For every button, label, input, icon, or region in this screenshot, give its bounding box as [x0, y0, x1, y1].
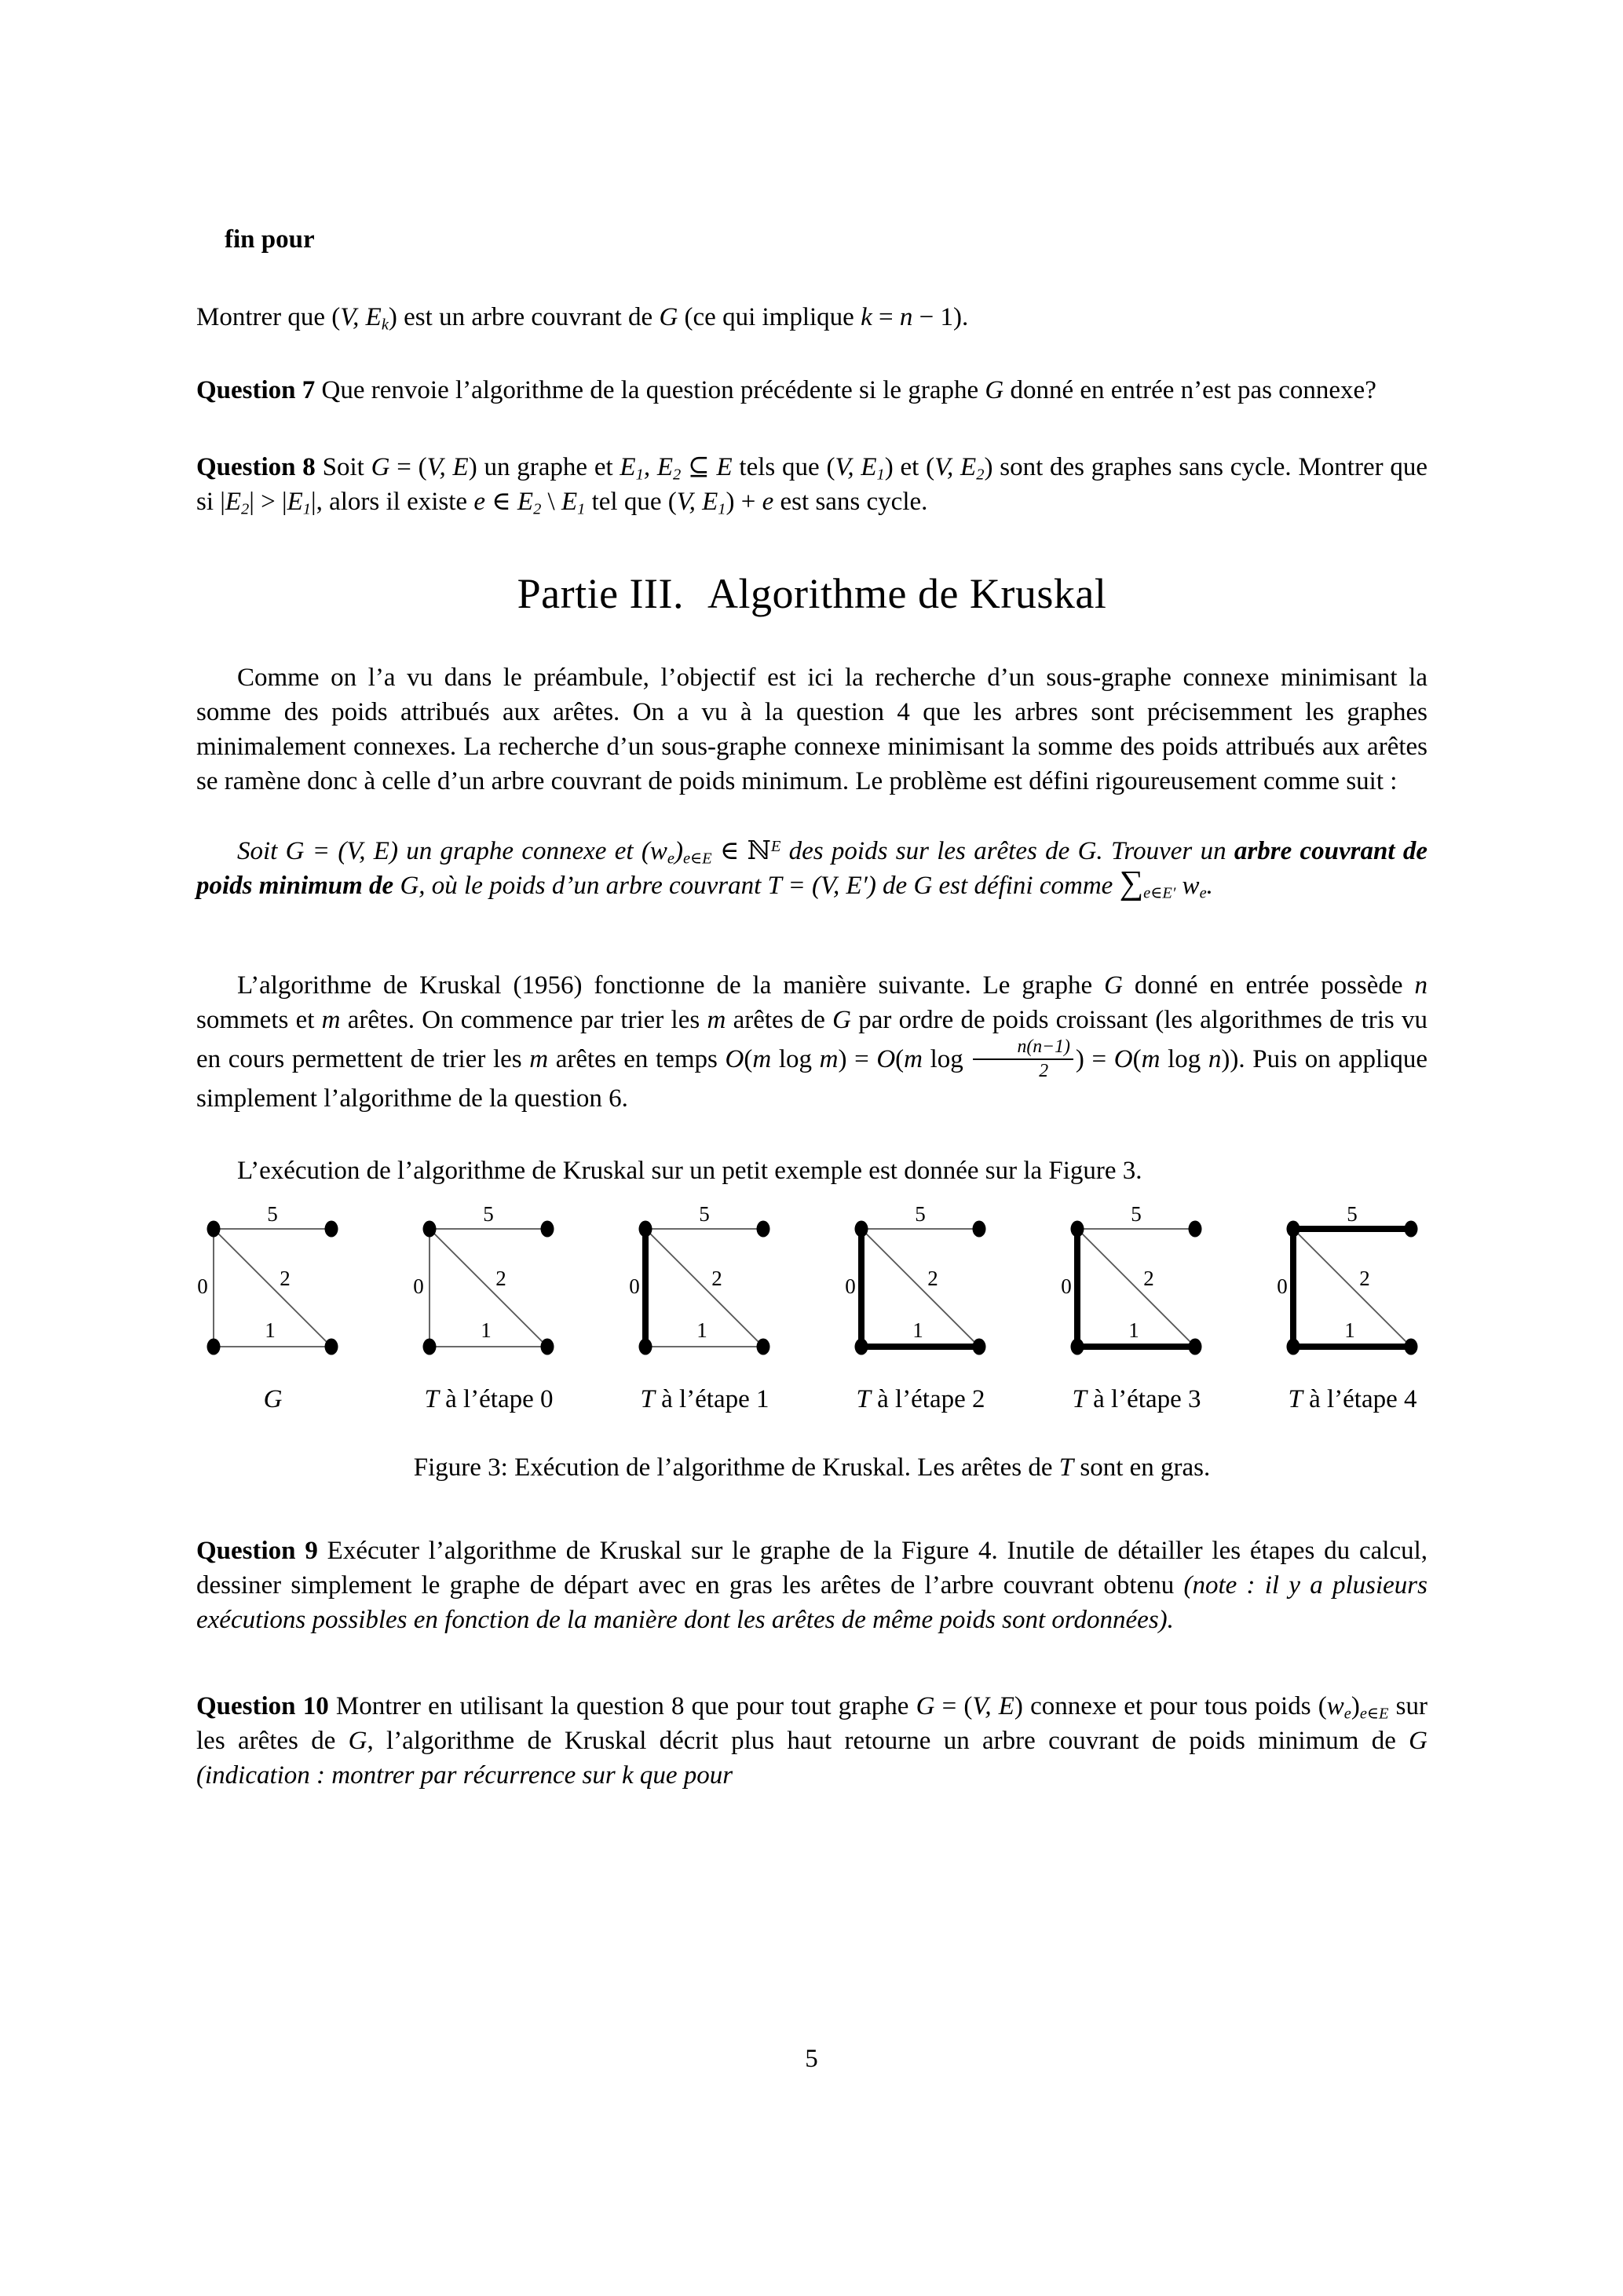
page-number: 5 — [805, 2045, 818, 2073]
graph-node-bl — [1287, 1338, 1300, 1355]
question-7-paragraph: Question 7 Que renvoie l’algorithme de la question précédente si le graphe G donné en entrée n’est pas connexe? — [196, 376, 1376, 404]
graph-node-bl — [855, 1338, 868, 1355]
graph-node-tl — [639, 1220, 652, 1237]
graph-node-tr — [1189, 1220, 1202, 1237]
partie-3-title: Algorithme de Kruskal — [707, 570, 1107, 617]
graph-caption-etape-2: T à l’étape 2 — [856, 1384, 985, 1413]
graph-node-tl — [855, 1220, 868, 1237]
graph-node-br — [541, 1338, 554, 1355]
graph-etape-2 — [830, 1204, 1011, 1415]
graph-node-bl — [423, 1338, 437, 1355]
edge-weight-label-bottom: 1 — [1344, 1318, 1355, 1342]
graph-node-tr — [973, 1220, 986, 1237]
graph-etape-0 — [398, 1204, 579, 1415]
edge-weight-label-bottom: 1 — [1128, 1318, 1139, 1342]
graph-node-tr — [1405, 1220, 1418, 1237]
graph-drawing-etape-4 — [1262, 1204, 1443, 1373]
graph-node-br — [757, 1338, 770, 1355]
inline-fraction: $\frac{n(n-1)}{2}$ — [973, 1037, 1073, 1081]
edge-weight-label-bottom: 1 — [912, 1318, 923, 1342]
edge-weight-label-diagonal: 2 — [1359, 1266, 1370, 1290]
graph-node-bl — [207, 1338, 221, 1355]
edge-weight-label-bottom: 1 — [265, 1318, 276, 1342]
graph-node-tl — [423, 1220, 437, 1237]
graph-caption-etape-1: T à l’étape 1 — [640, 1384, 769, 1413]
edge-weight-label-top: 5 — [483, 1203, 494, 1226]
graph-node-tl — [1071, 1220, 1084, 1237]
graph-node-tr — [541, 1220, 554, 1237]
execution-line: L’exécution de l’algorithme de Kruskal sur un petit exemple est donnée sur la Figure 3. — [237, 1156, 1142, 1185]
edge-weight-label-left: 0 — [1061, 1274, 1072, 1298]
graph-node-bl — [1071, 1338, 1084, 1355]
graph-caption-etape-3: T à l’étape 3 — [1072, 1384, 1201, 1413]
edge-weight-label-left: 0 — [629, 1274, 640, 1298]
graph-node-br — [325, 1338, 338, 1355]
figure-3-caption: Figure 3: Exécution de l’algorithme de Kruskal. Les arêtes de T sont en gras. — [413, 1453, 1211, 1482]
graph-drawing-etape-1 — [614, 1204, 795, 1373]
kruskal-paragraph: L’algorithme de Kruskal (1956) fonctionne de la manière suivante. Le graphe G donné en entrée possède n sommets et m arêtes. On commence par trier les m arêtes de G par ordre de poids croissant (les algorithmes de tris vu en cours permettent de trier les m arêtes en temps O(m log m) = O(m log $\frac{n(n-1)}{2}$ ) = O(m log n)). Puis on applique simplement l’algorithme de la question 6. — [196, 971, 1427, 1113]
question-8-paragraph: Question 8 Soit G = (V, E) un graphe et E1, E2 ⊆ E tels que (V, E1) et (V, E2) sont des graphes sans cycle. Montrer que si |E2| > |E1|, alors il existe e ∈ E2 \ E1 tel que (V, E1) + e est sans cycle. — [196, 453, 1428, 518]
graph-etape-1 — [614, 1204, 795, 1415]
montrer-paragraph: Montrer que (V, Ek) est un arbre couvrant de G (ce qui implique k = n − 1). — [196, 303, 969, 334]
graph-caption-g: G — [263, 1384, 283, 1413]
definition-paragraph: Soit G = (V, E) un graphe connexe et (we)e∈E ∈ ℕ$^E$ des poids sur les arêtes de G. Trouver un arbre couvrant de poids minimum de G, où le poids d’un arbre couvrant T = (V, E′) de G est défini comme ∑e∈E′ we. — [196, 837, 1427, 902]
fin-pour-line: fin pour — [225, 225, 315, 254]
graph-drawing-etape-0 — [398, 1204, 579, 1373]
graph-node-br — [1189, 1338, 1202, 1355]
partie-3-number: Partie III. — [517, 570, 684, 617]
edge-weight-label-left: 0 — [413, 1274, 424, 1298]
edge-weight-label-top: 5 — [1131, 1203, 1142, 1226]
graph-etape-4 — [1262, 1204, 1443, 1415]
edge-weight-label-left: 0 — [845, 1274, 856, 1298]
edge-weight-label-top: 5 — [267, 1203, 278, 1226]
edge-weight-label-diagonal: 2 — [280, 1266, 291, 1290]
edge-weight-label-left: 0 — [1277, 1274, 1288, 1298]
edge-weight-label-top: 5 — [915, 1203, 926, 1226]
edge-weight-label-top: 5 — [1347, 1203, 1358, 1226]
graph-drawing-g — [182, 1204, 364, 1373]
edge-weight-label-bottom: 1 — [481, 1318, 492, 1342]
intro-paragraph: Comme on l’a vu dans le préambule, l’objectif est ici la recherche d’un sous-graphe connexe minimisant la somme des poids attribués aux arêtes. On a vu à la question 4 que les arbres sont précisemment les graphes minimalement connexes. La recherche d’un sous-graphe connexe minimisant la somme des poids attribués aux arêtes se ramène donc à celle d’un arbre couvrant de poids minimum. Le problème est défini rigoureusement comme suit : — [196, 664, 1427, 795]
graph-node-tl — [1287, 1220, 1300, 1237]
edge-weight-label-diagonal: 2 — [711, 1266, 722, 1290]
partie-3-heading — [196, 571, 1427, 616]
edge-weight-label-left: 0 — [197, 1274, 208, 1298]
graph-node-br — [973, 1338, 986, 1355]
graph-node-bl — [639, 1338, 652, 1355]
graph-node-tr — [325, 1220, 338, 1237]
edge-weight-label-bottom: 1 — [696, 1318, 707, 1342]
graph-node-tl — [207, 1220, 221, 1237]
edge-weight-label-diagonal: 2 — [1143, 1266, 1154, 1290]
edge-weight-label-top: 5 — [699, 1203, 710, 1226]
question-9-paragraph: Question 9 Exécuter l’algorithme de Kruskal sur le graphe de la Figure 4. Inutile de détailler les étapes du calcul, dessiner simplement le graphe de départ avec en gras les arêtes de l’arbre couvrant obtenu (note : il y a plusieurs exécutions possibles en fonction de la manière dont les arêtes de même poids sont ordonnées). — [196, 1536, 1428, 1634]
graph-g — [182, 1204, 364, 1415]
graph-node-br — [1405, 1338, 1418, 1355]
edge-weight-label-diagonal: 2 — [495, 1266, 506, 1290]
graph-node-tr — [757, 1220, 770, 1237]
figure-3 — [182, 1204, 1443, 1415]
edge-weight-label-diagonal: 2 — [927, 1266, 938, 1290]
graph-caption-etape-4: T à l’étape 4 — [1288, 1384, 1417, 1413]
graph-drawing-etape-3 — [1046, 1204, 1227, 1373]
graph-etape-3 — [1046, 1204, 1227, 1415]
graph-drawing-etape-2 — [830, 1204, 1011, 1373]
question-10-paragraph: Question 10 Montrer en utilisant la question 8 que pour tout graphe G = (V, E) connexe et pour tous poids (we)e∈E sur les arêtes de G, l’algorithme de Kruskal décrit plus haut retourne un arbre couvrant de poids minimum de G (indication : montrer par récurrence sur k que pour — [196, 1691, 1428, 1790]
graph-caption-etape-0: T à l’étape 0 — [424, 1384, 554, 1413]
